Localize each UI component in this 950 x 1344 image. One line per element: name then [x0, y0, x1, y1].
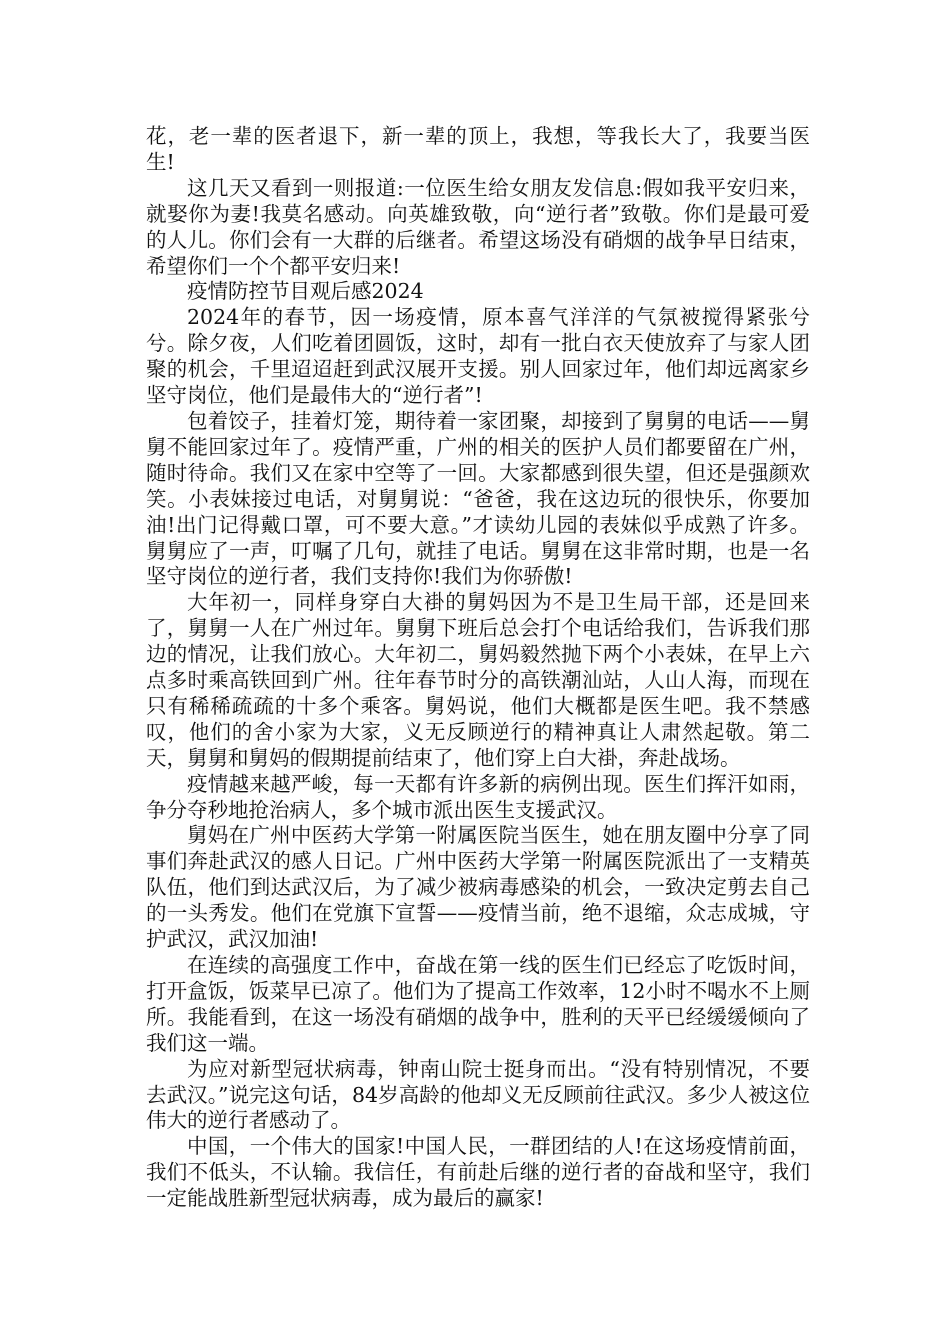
section-title: 疫情防控节目观后感2024: [187, 279, 424, 304]
paragraph-continuation: 花，老一辈的医者退下，新一辈的顶上，我想，等我长大了，我要当医生!: [146, 124, 810, 174]
paragraph-epidemic-severe: 疫情越来越严峻，每一天都有许多新的病例出现。医生们挥汗如雨，争分夺秒地抢治病人，多个城市派出医生支援武汉。: [146, 771, 810, 822]
paragraph-report: 这几天又看到一则报道:一位医生给女朋友发信息:假如我平安归来，就娶你为妻!我莫名感动。向英雄致敬，向“逆行者”致敬。你们是最可爱的人儿。你们会有一大群的后继者。希望这场没有硝烟的战争早日结束，希望你们一个个都平安归来!: [146, 175, 810, 278]
paragraph-conclusion: 中国，一个伟大的国家!中国人民，一群团结的人!在这场疫情前面，我们不低头，不认输。我信任，有前赴后继的逆行者的奋战和坚守，我们一定能战胜新型冠状病毒，成为最后的赢家!: [146, 1134, 810, 1211]
paragraph-hospital-team: 舅妈在广州中医药大学第一附属医院当医生，她在朋友圈中分享了同事们奔赴武汉的感人日记。广州中医药大学第一附属医院派出了一支精英队伍，他们到达武汉后，为了减少被病毒感染的机会，一致决定剪去自己的一头秀发。他们在党旗下宣誓——疫情当前，绝不退缩，众志成城，守护武汉，武汉加油!: [146, 823, 810, 952]
paragraph-high-intensity: 在连续的高强度工作中，奋战在第一线的医生们已经忘了吃饭时间，打开盒饭，饭菜早已凉了。他们为了提高工作效率，12小时不喝水不上厕所。我能看到，在这一场没有硝烟的战争中，胜利的天平已经缓缓倾向了我们这一端。: [146, 953, 810, 1055]
paragraph-uncle-call: 包着饺子，挂着灯笼，期待着一家团聚，却接到了舅舅的电话——舅舅不能回家过年了。疫情严重，广州的相关的医护人员们都要留在广州，随时待命。我们又在家中空等了一回。大家都感到很失望，但还是强颜欢笑。小表妹接过电话，对舅舅说：“爸爸，我在这边玩的很快乐，你要加油!出门记得戴口罩，可不要大意。”才读幼儿园的表妹似乎成熟了许多。舅舅应了一声，叮嘱了几句，就挂了电话。舅舅在这非常时期，也是一名坚守岗位的逆行者，我们支持你!我们为你骄傲!: [146, 408, 810, 589]
paragraph-spring-festival: 2024年的春节，因一场疫情，原本喜气洋洋的气氛被搅得紧张兮兮。除夕夜，人们吃着团圆饭，这时，却有一批白衣天使放弃了与家人团聚的机会，千里迢迢赶到武汉展开支援。别人回家过年，他们却远离家乡坚守岗位，他们是最伟大的“逆行者”!: [146, 305, 810, 408]
document-body: [146, 124, 810, 1212]
paragraph-zhong-nanshan: 为应对新型冠状病毒，钟南山院士挺身而出。“没有特别情况，不要去武汉。”说完这句话，84岁高龄的他却义无反顾前往武汉。多少人被这位伟大的逆行者感动了。: [146, 1056, 810, 1133]
paragraph-new-year-day: 大年初一，同样身穿白大褂的舅妈因为不是卫生局干部，还是回来了，舅舅一人在广州过年。舅舅下班后总会打个电话给我们，告诉我们那边的情况，让我们放心。大年初二，舅妈毅然抛下两个小表妹，在早上六点多时乘高铁回到广州。往年春节时分的高铁潮汕站，人山人海，而现在只有稀稀疏疏的十多个乘客。舅妈说，他们大概都是医生吧。我不禁感叹，他们的舍小家为大家，义无反顾逆行的精神真让人肃然起敬。第二天，舅舅和舅妈的假期提前结束了，他们穿上白大褂，奔赴战场。: [146, 590, 810, 770]
